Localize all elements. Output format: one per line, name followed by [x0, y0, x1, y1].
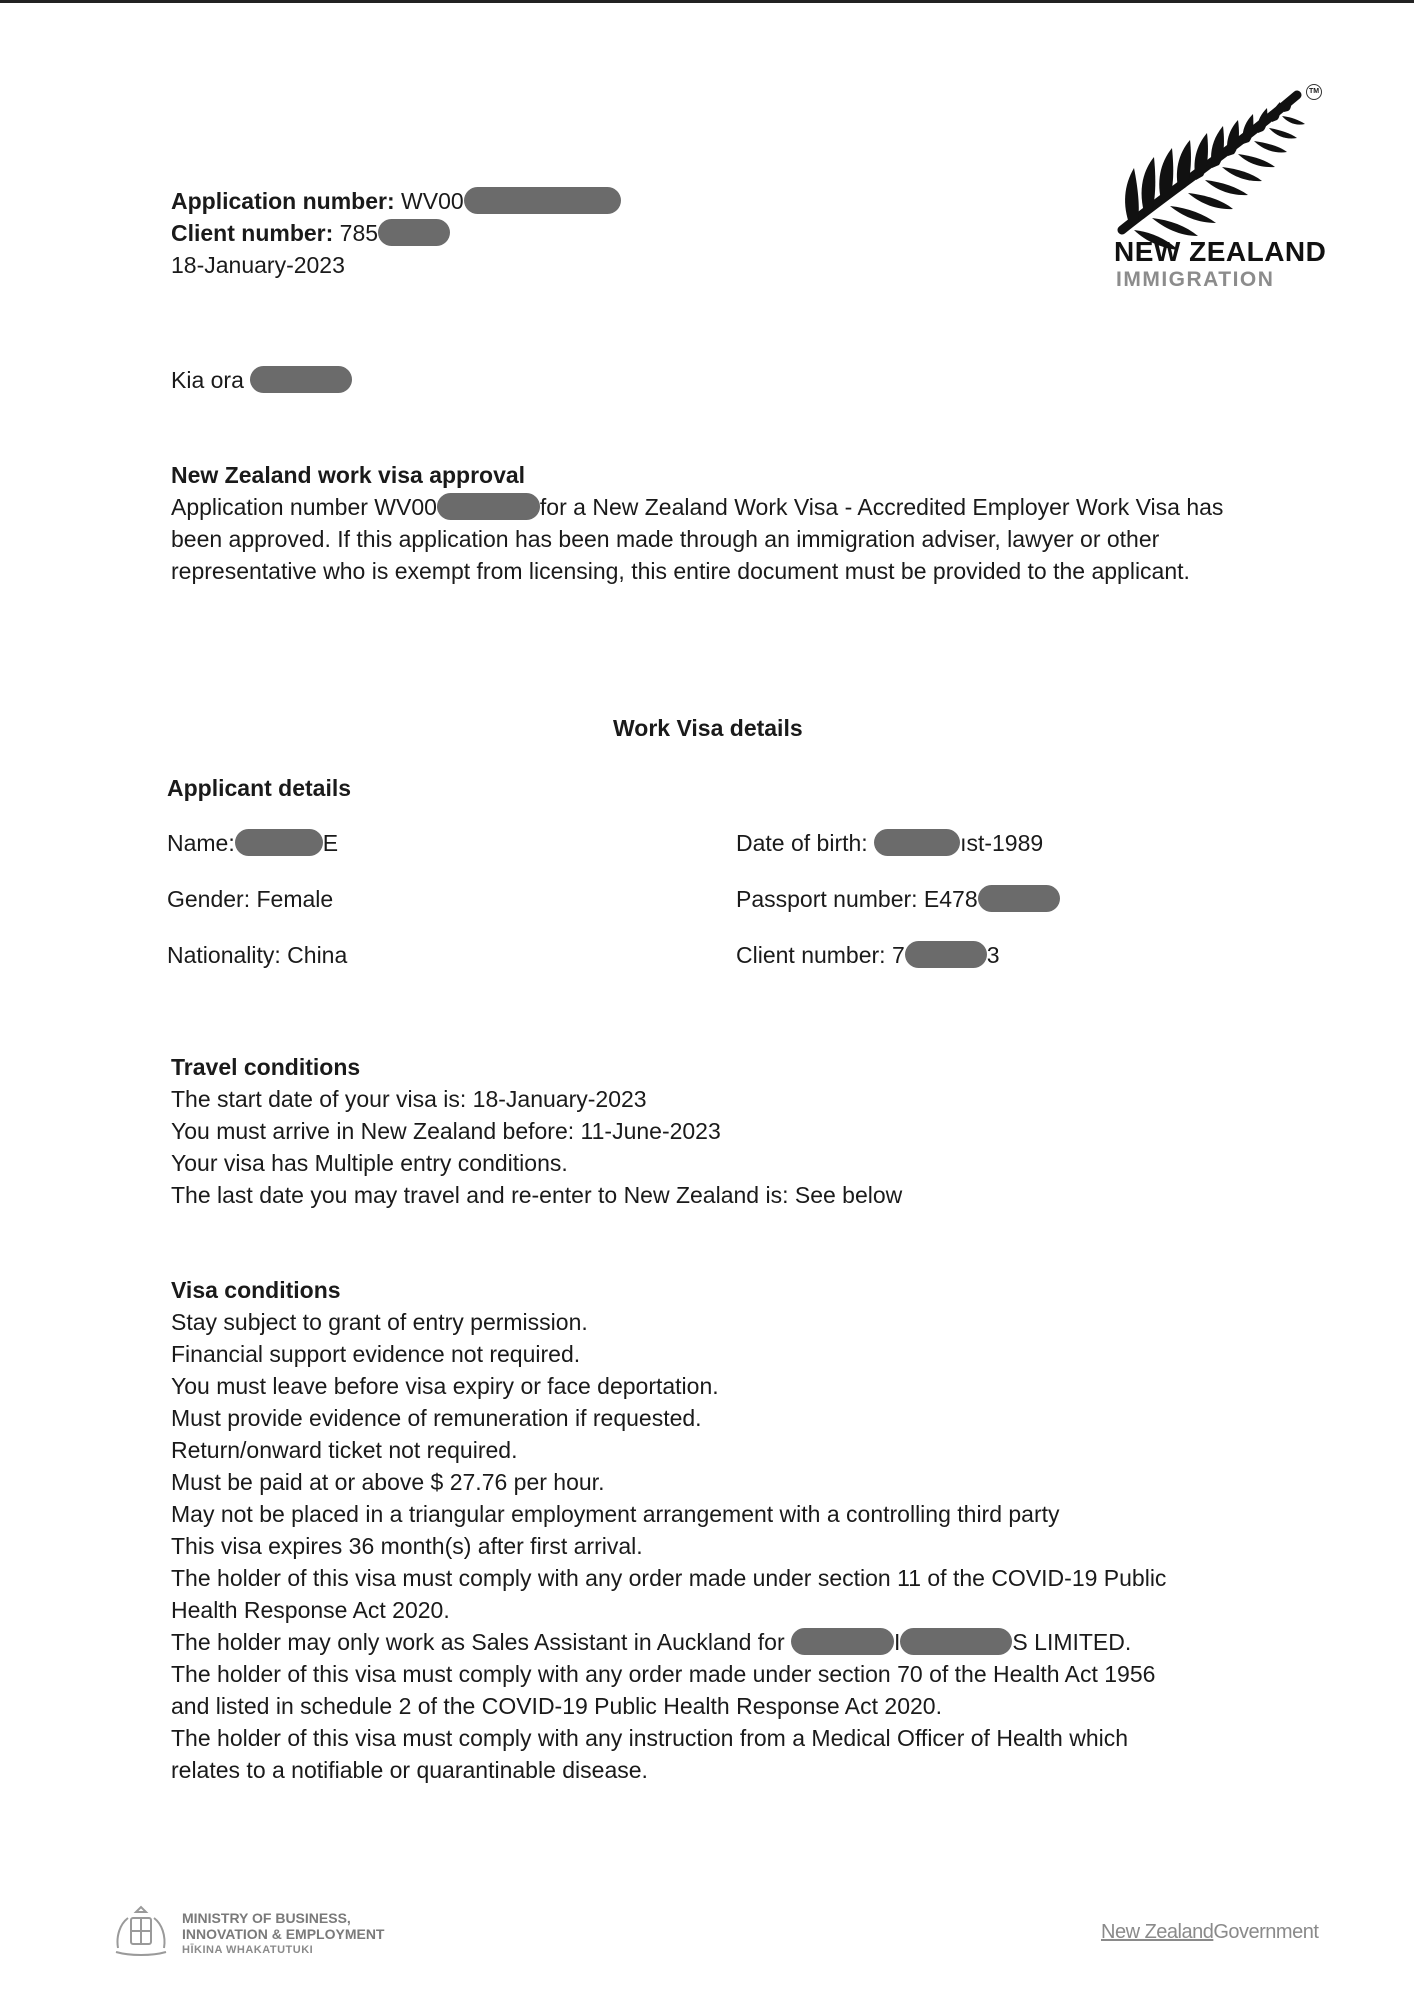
visa-line: This visa expires 36 month(s) after first arrival. [171, 1533, 643, 1559]
letter-date: 18-January-2023 [171, 252, 345, 278]
mbie-line-1: MINISTRY OF BUSINESS, [182, 1910, 351, 1926]
approval-paragraph-rest: for a New Zealand Work Visa - Accredited Employer Work Visa has been approved. If this application has been made through an immigration adviser, lawyer or other representative who is exempt from licensing, this entire document must be provided to the applicant. [171, 494, 1224, 584]
visa-line: The holder of this visa must comply with any order made under section 11 of the COVID-19 Public [171, 1565, 1167, 1591]
redaction-mark [235, 829, 323, 856]
visa-line: Must be paid at or above $ 27.76 per hour. [171, 1469, 605, 1495]
dob-suffix: ıst-1989 [960, 830, 1044, 856]
applicant-name [167, 827, 338, 859]
visa-line: May not be placed in a triangular employment arrangement with a controlling third party [171, 1501, 1060, 1527]
application-number-line [171, 185, 621, 217]
visa-line: Stay subject to grant of entry permission. [171, 1309, 588, 1335]
name-label: Name: [167, 830, 235, 856]
application-number-value: WV00 [401, 188, 464, 214]
nz-government-logo [1101, 1921, 1318, 1944]
mbie-line-3: HĪKINA WHAKATUTUKI [182, 1944, 314, 1956]
redaction-mark [905, 941, 987, 968]
redaction-mark [250, 366, 352, 393]
travel-line: You must arrive in New Zealand before: 11-June-2023 [171, 1118, 721, 1144]
top-border-line [0, 0, 1414, 3]
client-number-value: 785 [339, 220, 379, 246]
client-suffix: 3 [986, 942, 1000, 968]
approval-heading: New Zealand work visa approval [171, 462, 526, 488]
approval-paragraph-start: Application number WV00 [171, 494, 437, 520]
visa-conditions [171, 1274, 1166, 1786]
redaction-mark [900, 1628, 1012, 1655]
work-prefix: The holder may only work as Sales Assistant in Auckland for [171, 1629, 785, 1655]
redaction-mark [791, 1628, 894, 1655]
visa-line: You must leave before visa expiry or face deportation. [171, 1373, 719, 1399]
greeting-text: Kia ora [171, 367, 244, 393]
visa-line: Financial support evidence not required. [171, 1341, 581, 1367]
logo-title: NEW ZEALAND [1114, 236, 1327, 267]
visa-heading: Visa conditions [171, 1277, 341, 1303]
visa-line: Must provide evidence of remuneration if requested. [171, 1405, 702, 1431]
redaction-mark [437, 493, 540, 520]
dob-label: Date of birth: [736, 830, 868, 856]
work-suffix: S LIMITED. [1012, 1629, 1132, 1655]
redaction-mark [874, 829, 960, 856]
client-number-line [171, 217, 450, 249]
coat-of-arms-icon [110, 1904, 172, 1960]
trademark-icon: TM [1306, 84, 1322, 100]
travel-heading: Travel conditions [171, 1054, 361, 1080]
redaction-mark [464, 187, 621, 214]
applicant-gender: Gender: Female [167, 886, 334, 912]
travel-line: The last date you may travel and re-enter to New Zealand is: See below [171, 1182, 903, 1208]
client-number-label: Client number: [171, 220, 334, 246]
applicant-passport [736, 883, 1060, 915]
applicant-details-heading: Applicant details [167, 775, 352, 801]
name-suffix: E [322, 830, 339, 856]
work-mid: I [894, 1629, 901, 1655]
redaction-mark [978, 885, 1060, 912]
visa-line: Return/onward ticket not required. [171, 1437, 518, 1463]
visa-line: Health Response Act 2020. [171, 1597, 450, 1623]
details-heading: Work Visa details [613, 715, 803, 741]
visa-line: The holder of this visa must comply with any order made under section 70 of the Health Act 1956 [171, 1661, 1156, 1687]
logo-subtitle: IMMIGRATION [1116, 268, 1275, 291]
applicant-dob [736, 827, 1043, 859]
nzgov-part-b: Government [1213, 1921, 1319, 1943]
visa-work-line [171, 1626, 1166, 1658]
nzgov-part-a: New Zealand [1101, 1921, 1214, 1943]
passport-label: Passport number: E478 [736, 886, 978, 912]
travel-conditions [171, 1051, 902, 1211]
greeting [171, 364, 352, 396]
visa-line: relates to a notifiable or quarantinable disease. [171, 1757, 648, 1783]
travel-line: Your visa has Multiple entry conditions. [171, 1150, 568, 1176]
client-label: Client number: 7 [736, 942, 905, 968]
visa-line: and listed in schedule 2 of the COVID-19 Public Health Response Act 2020. [171, 1693, 942, 1719]
visa-line: The holder of this visa must comply with any instruction from a Medical Officer of Health which [171, 1725, 1129, 1751]
application-number-label: Application number: [171, 188, 395, 214]
travel-line: The start date of your visa is: 18-January-2023 [171, 1086, 647, 1112]
mbie-line-2: INNOVATION & EMPLOYMENT [182, 1926, 385, 1942]
applicant-nationality: Nationality: China [167, 942, 348, 968]
approval-paragraph [171, 491, 1251, 587]
redaction-mark [378, 219, 450, 246]
mbie-logo [182, 1910, 384, 1958]
applicant-client-number [736, 939, 1000, 971]
